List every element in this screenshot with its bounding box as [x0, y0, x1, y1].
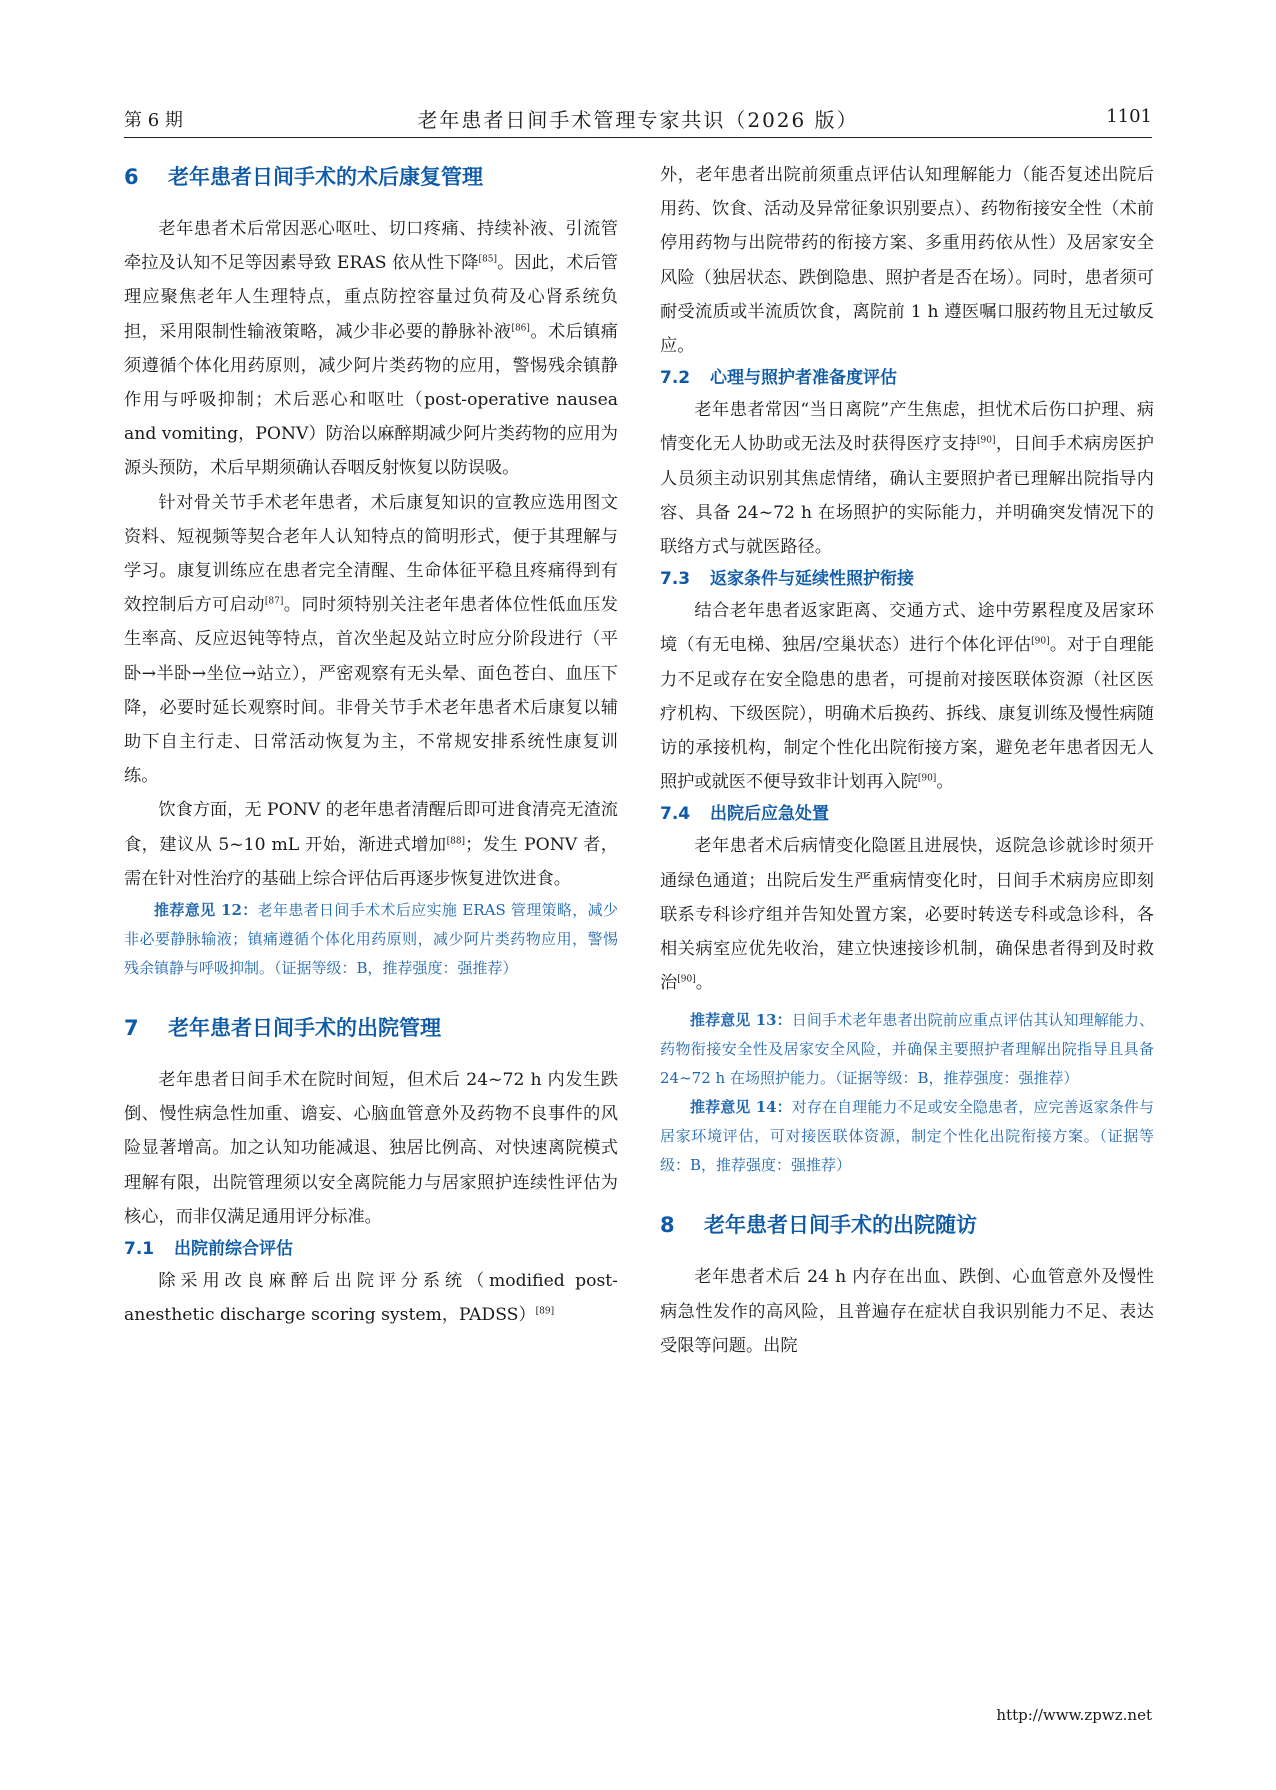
journal-title: 老年患者日间手术管理专家共识（2026 版）	[417, 108, 859, 132]
subsection-heading-7-4: 7.4 出院后应急处置	[660, 804, 829, 825]
recommendation-12: 推荐意见 12：老年患者日间手术术后应实施 ERAS 管理策略，减少非必要静脉输液；镇痛遵循个体化用药原则，减少阿片类药物应用，警惕残余镇静与呼吸抑制。（证据等级：B，推荐强度：强推荐）	[124, 901, 618, 978]
paragraph: 除采用改良麻醉后出院评分系统（modified post-anesthetic discharge scoring system，PADSS）[89]	[124, 1271, 618, 1326]
citation[interactable]: [90]	[677, 974, 696, 985]
subsection-heading-7-1: 7.1 出院前综合评估	[124, 1239, 293, 1260]
paragraph: 饮食方面，无 PONV 的老年患者清醒后即可进食清亮无渣流食，建议从 5~10 mL 开始，渐进式增加[88]；发生 PONV 者，需在针对性治疗的基础上综合评估后再逐步恢复进饮进食。	[124, 800, 618, 889]
recommendation-13: 推荐意见 13：日间手术老年患者出院前应重点评估其认知理解能力、药物衔接安全性及居家安全风险，并确保主要照护者理解出院指导且具备 24~72 h 在场照护能力。（证据等级：B，推荐强度：强推荐）	[660, 1011, 1154, 1088]
paragraph: 老年患者术后 24 h 内存在出血、跌倒、心血管意外及慢性病急性发作的高风险，且普遍存在症状自我识别能力不足、表达受限等问题。出院	[660, 1267, 1154, 1356]
section-heading-8: 8 老年患者日间手术的出院随访	[660, 1213, 977, 1238]
paragraph: 老年患者术后病情变化隐匿且进展快，返院急诊就诊时须开通绿色通道；出院后发生严重病情变化时，日间手术病房应即刻联系专科诊疗组并告知处置方案，必要时转送专科或急诊科，各相关病室应优先收治，建立快速接诊机制，确保患者得到及时救治[90]。	[660, 836, 1154, 994]
section-heading-6: 6 老年患者日间手术的术后康复管理	[124, 165, 483, 189]
citation[interactable]: [87]	[264, 596, 284, 607]
subsection-heading-7-3: 7.3 返家条件与延续性照护衔接	[660, 569, 914, 590]
citation[interactable]: [88]	[446, 835, 466, 846]
citation[interactable]: [89]	[535, 1306, 555, 1317]
issue-number: 第 6 期	[124, 110, 183, 131]
running-header	[124, 106, 1152, 136]
paragraph: 针对骨关节手术老年患者，术后康复知识的宣教应选用图文资料、短视频等契合老年人认知特点的简明形式，便于其理解与学习。康复训练应在患者完全清醒、生命体征平稳且疼痛得到有效控制后方可启动[87]。同时须特别关注老年患者体位性低血压发生率高、反应迟钝等特点，首次坐起及站立时应分阶段进行（平卧→半卧→坐位→站立），严密观察有无头晕、面色苍白、血压下降，必要时延长观察时间。非骨关节手术老年患者术后康复以辅助下自主行走、日常活动恢复为主，不常规安排系统性康复训练。	[124, 492, 618, 787]
citation[interactable]: [90]	[977, 435, 996, 446]
header-rule	[124, 137, 1152, 138]
section-heading-7: 7 老年患者日间手术的出院管理	[124, 1016, 441, 1041]
citation[interactable]: [90]	[1031, 636, 1050, 647]
paragraph: 老年患者术后常因恶心呕吐、切口疼痛、持续补液、引流管牵拉及认知不足等因素导致 ERAS 依从性下降[85]。因此，术后管理应聚焦老年人生理特点，重点防控容量过负荷及心肾系统负担，采用限制性输液策略，减少非必要的静脉补液[86]。术后镇痛须遵循个体化用药原则，减少阿片类药物的应用，警惕残余镇静作用与呼吸抑制；术后恶心和呕吐（post-operative nausea and vomiting，PONV）防治以麻醉期减少阿片类药物的应用为源头预防，术后早期须确认吞咽反射恢复以防误吸。	[124, 219, 618, 479]
citation[interactable]: [90]	[917, 773, 937, 784]
recommendation-14: 推荐意见 14：对存在自理能力不足或安全隐患者，应完善返家条件与居家环境评估，可对接医联体资源，制定个性化出院衔接方案。（证据等级：B，推荐强度：强推荐）	[660, 1098, 1154, 1175]
page-number: 1101	[1106, 106, 1152, 127]
footer-url[interactable]: http://www.zpwz.net	[996, 1706, 1152, 1724]
subsection-heading-7-2: 7.2 心理与照护者准备度评估	[660, 368, 897, 389]
paragraph: 老年患者日间手术在院时间短，但术后 24~72 h 内发生跌倒、慢性病急性加重、谵妄、心脑血管意外及药物不良事件的风险显著增高。加之认知功能减退、独居比例高、对快速离院模式理解有限，出院管理须以安全离院能力与居家照护连续性评估为核心，而非仅满足通用评分标准。	[124, 1070, 618, 1227]
right-column	[660, 158, 1154, 1363]
paragraph: 结合老年患者返家距离、交通方式、途中劳累程度及居家环境（有无电梯、独居/空巢状态）进行个体化评估[90]。对于自理能力不足或存在安全隐患的患者，可提前对接医联体资源（社区医疗机构、下级医院），明确术后换药、拆线、康复训练及慢性病随访的承接机构，制定个性化出院衔接方案，避免老年患者因无人照护或就医不便导致非计划再入院[90]。	[660, 601, 1154, 793]
citation[interactable]: [86]	[511, 322, 530, 333]
citation[interactable]: [85]	[478, 254, 498, 265]
paragraph: 老年患者常因“当日离院”产生焦虑，担忧术后伤口护理、病情变化无人协助或无法及时获得医疗支持[90]，日间手术病房医护人员须主动识别其焦虑情绪，确认主要照护者已理解出院指导内容、具备 24~72 h 在场照护的实际能力，并明确突发情况下的联络方式与就医路径。	[660, 400, 1154, 558]
paragraph: 外，老年患者出院前须重点评估认知理解能力（能否复述出院后用药、饮食、活动及异常征象识别要点）、药物衔接安全性（术前停用药物与出院带药的衔接方案、多重用药依从性）及居家安全风险（独居状态、跌倒隐患、照护者是否在场）。同时，患者须可耐受流质或半流质饮食，离院前 1 h 遵医嘱口服药物且无过敏反应。	[660, 165, 1154, 357]
left-column	[124, 158, 618, 1332]
